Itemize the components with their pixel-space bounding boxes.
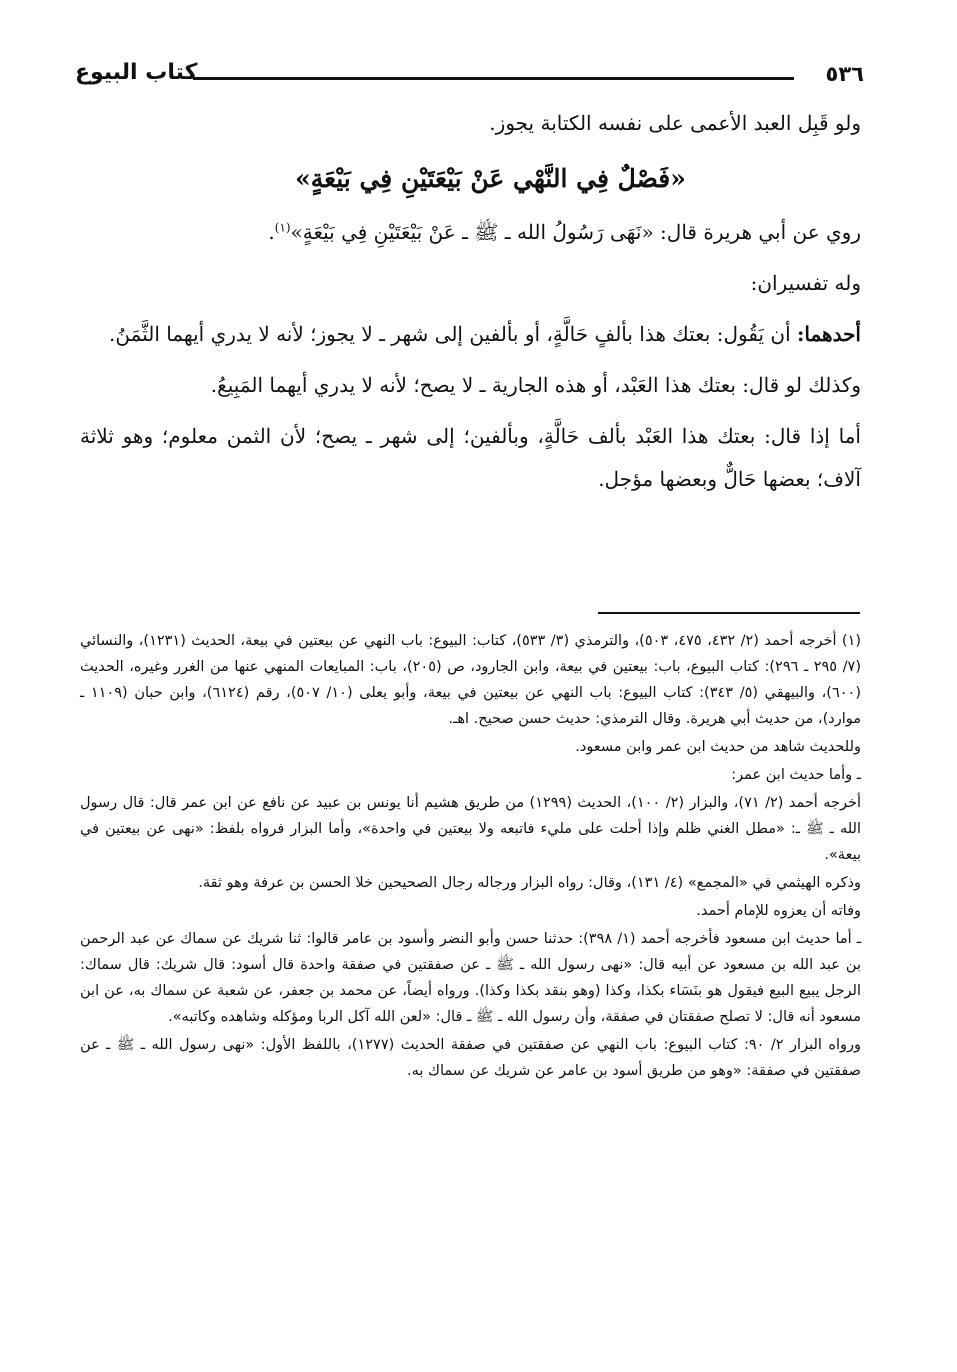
paragraph: أما إذا قال: بعتك هذا العَبْد بألف حَالَّةٍ، وبألفين؛ إلى شهر ـ يصح؛ لأن الثمن معلوم؛ وهو ثلاثة آلاف؛ بعضها حَالٌّ وبعضها مؤجل. (80, 424, 861, 491)
footnote-separator (598, 612, 860, 614)
footnote: وللحديث شاهد من حديث ابن عمر وابن مسعود. (575, 739, 861, 755)
footnote: وفاته أن يعزوه للإمام أحمد. (696, 903, 861, 919)
footnote: (١) أخرجه أحمد (٢/ ٤٣٢، ٤٧٥، ٥٠٣)، والترمذي (٣/ ٥٣٣)، كتاب: البيوع: باب النهي عن بيعتين في بيعة، الحديث (١٢٣١)، والنسائي (٧/ ٢٩٥ ـ ٢٩٦): كتاب البيوع، باب: بيعتين في بيعة، وابن الجارود، ص (٢٠٥)، باب: المبايعات المنهي عنها من الغرر وغيره، الحديث (٦٠٠)، والبيهقي (٥/ ٣٤٣): كتاب البيوع: باب النهي عن بيعتين في بيعة، وأبو يعلى (١٠/ ٥٠٧)، رقم (٦١٢٤)، وابن حبان (١١٠٩ ـ موارد)، من حديث أبي هريرة. وقال الترمذي: حديث حسن صحيح. اهـ. (80, 633, 862, 727)
paragraph (80, 313, 861, 356)
paragraph: وكذلك لو قال: بعتك هذا العَبْد، أو هذه الجارية ـ لا يصح؛ لأنه لا يدري أيهما المَبِيعُ. (210, 373, 861, 397)
running-header (75, 58, 882, 98)
paragraph: وله تفسيران: (750, 271, 861, 295)
footnote: أخرجه أحمد (٢/ ٧١)، والبزار (٢/ ١٠٠)، الحديث (١٢٩٩) من طريق هشيم أنا يونس بن عبيد عن نافع عن ابن عمر قال: قال رسول الله ـ ﷺ ـ: «مطل الغني ظلم وإذا أحلت على مليء فاتبعه ولا بيعتين في واحدة»، وأما البزار فرواه بلفظ: «نهى عن بيعتين في بيعة». (80, 795, 861, 863)
footnotes (80, 628, 861, 1086)
footnote-marker: (١) (274, 220, 291, 235)
paragraph-lead: أحدهما: (796, 322, 861, 346)
paragraph-body: أن يَقُول: بعتك هذا بألفٍ حَالَّةٍ، أو بألفين إلى شهر ـ لا يجوز؛ لأنه لا يدري أيهما الثَّمَنُ. (109, 322, 797, 346)
page-number: ٥٣٦ (825, 62, 864, 86)
footnote: وذكره الهيثمي في «المجمع» (٤/ ١٣١)، وقال: رواه البزار ورجاله رجال الصحيحين خلا الحسن بن عرفة وهو ثقة. (198, 875, 861, 891)
footnote: ـ أما حديث ابن مسعود فأخرجه أحمد (١/ ٣٩٨): حدثنا حسن وأبو النضر وأسود بن عامر قالوا: ثنا شريك عن سماك عن عبد الرحمن بن عبد الله بن مسعود عن أبيه قال: «نهى رسول الله ـ ﷺ ـ عن صفقتين في صفقة واحدة قال أسود: قال شريك: قال سماك: الرجل يبيع البيع فيقول هو بنَسَاء بكذا، وكذا (وهو بنقد بكذا وكذا). ورواه أيضاً، عن محمد بن جعفر، عن شعبة عن سماك به، عن ابن مسعود أنه قال: لا تصلح صفقتان في صفقة، وأن رسول الله ـ ﷺ ـ قال: «لعن الله آكل الربا ومؤكله وشاهده وكاتبه». (80, 931, 862, 1025)
footnote: ورواه البزار ٢/ ٩٠: كتاب البيوع: باب النهي عن صفقتين في صفقة الحديث (١٢٧٧)، باللفظ الأول: «نهى رسول الله ـ ﷺ ـ عن صفقتين في صفقة: «وهو من طريق أسود بن عامر عن شريك عن سماك به. (80, 1037, 861, 1079)
section-heading: «فَصْلٌ فِي النَّهْي عَنْ بَيْعَتَيْنِ فِي بَيْعَةٍ» (295, 164, 686, 193)
book-title: كتاب البيوع (75, 60, 198, 85)
hadith-text: روي عن أبي هريرة قال: «نَهَى رَسُولُ الله ـ ﷺ ـ عَنْ بَيْعَتَيْنِ فِي بَيْعَةٍ» (290, 220, 861, 244)
paragraph: ولو قَبِل العبد الأعمى على نفسه الكتابة يجوز. (489, 111, 861, 135)
main-text (80, 102, 861, 509)
footnote: ـ وأما حديث ابن عمر: (731, 767, 861, 783)
header-rule (193, 77, 794, 80)
paragraph: روي عن أبي هريرة قال: «نَهَى رَسُولُ الله ـ ﷺ ـ عَنْ بَيْعَتَيْنِ فِي بَيْعَةٍ»$^{(١)}$. (268, 220, 861, 244)
